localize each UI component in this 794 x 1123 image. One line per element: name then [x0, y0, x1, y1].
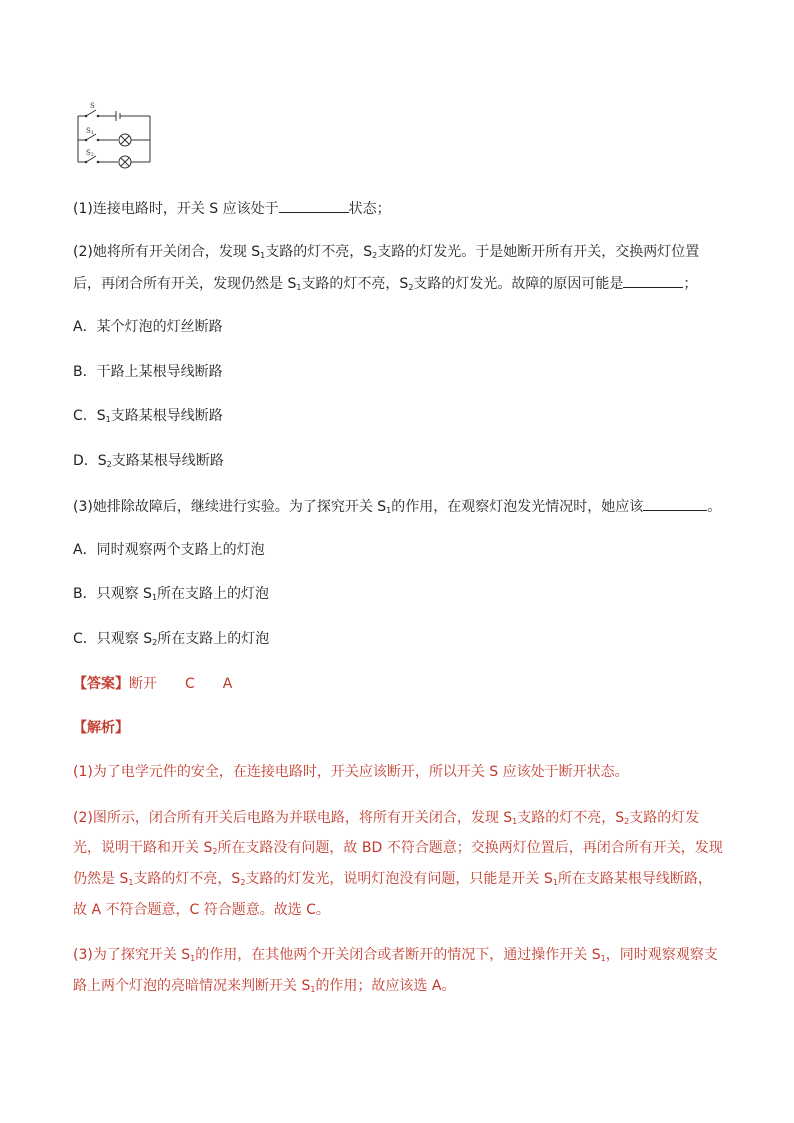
question-2-line-1: (2)她将所有开关闭合，发现 $S_1$支路的灯不亮，$S_2$支路的灯发光。于是她断开所有开关，交换两灯位置: [73, 244, 700, 260]
q2-blank[interactable]: [623, 273, 683, 288]
q2-option-a: A．某个灯泡的灯丝断路: [73, 319, 223, 335]
switch-s1-label: S1: [86, 127, 94, 136]
switch-s2-label: S2: [86, 149, 94, 158]
q2-option-c: C．$S_1$支路某根导线断路: [73, 408, 223, 424]
q1-text: (1)连接电路时，开关 S 应该处于: [73, 201, 279, 217]
analysis-label: 【解析】: [73, 720, 129, 736]
analysis-paragraph-1: (1)为了电学元件的安全，在连接电路时，开关应该断开，所以开关 S 应该处于断开状态。: [73, 764, 629, 780]
answer-2: C: [185, 676, 195, 692]
q2-option-b: B．干路上某根导线断路: [73, 364, 223, 380]
answer-3: A: [222, 676, 233, 692]
q3-option-a: A．同时观察两个支路上的灯泡: [73, 542, 265, 558]
switch-s-label: S: [90, 102, 95, 110]
analysis-paragraph-2-line-2: 光，说明干路和开关 $S_2$所在支路没有问题，故 BD 不符合题意；交换两灯位置后，再闭合所有开关，发现: [73, 840, 723, 856]
answer-label: 【答案】: [73, 676, 129, 692]
analysis-paragraph-2-line-4: 故 A 不符合题意，C 符合题意。故选 C。: [73, 902, 330, 918]
circuit-svg: [72, 100, 156, 170]
answer-1: 断开: [129, 676, 157, 692]
q1-text-end: 状态；: [348, 201, 391, 217]
q3-option-c: C．只观察 $S_2$所在支路上的灯泡: [73, 631, 270, 647]
analysis-paragraph-3-line-2: 路上两个灯泡的亮暗情况来判断开关 $S_1$的作用；故应该选 A。: [73, 978, 456, 994]
q2-option-d: D．$S_2$支路某根导线断路: [73, 453, 224, 469]
question-2-line-2: 后，再闭合所有开关，发现仍然是 $S_1$支路的灯不亮，$S_2$支路的灯发光。故障的原因可能是 ；: [73, 273, 697, 298]
question-3: (3)她排除故障后，继续进行实验。为了探究开关 $S_1$的作用，在观察灯泡发光情况时，她应该 。: [73, 496, 721, 521]
analysis-paragraph-3-line-1: (3)为了探究开关 $S_1$的作用，在其他两个开关闭合或者断开的情况下，通过操作开关 $S_1$，同时观察观察支: [73, 947, 718, 963]
q1-blank[interactable]: [279, 198, 349, 213]
question-1: [73, 198, 391, 219]
analysis-paragraph-2-line-1: (2)图所示，闭合所有开关后电路为并联电路，将所有开关闭合，发现 $S_1$支路的灯不亮，$S_2$支路的灯发: [73, 810, 700, 826]
q3-option-b: B．只观察 $S_1$所在支路上的灯泡: [73, 586, 270, 602]
answer-line: [73, 674, 232, 694]
q3-blank[interactable]: [643, 496, 707, 511]
analysis-paragraph-2-line-3: 仍然是 $S_1$支路的灯不亮，$S_2$支路的灯发光，说明灯泡没有问题，只能是开关 $S_1$所在支路某根导线断路，: [73, 871, 712, 887]
circuit-diagram: [72, 100, 156, 170]
